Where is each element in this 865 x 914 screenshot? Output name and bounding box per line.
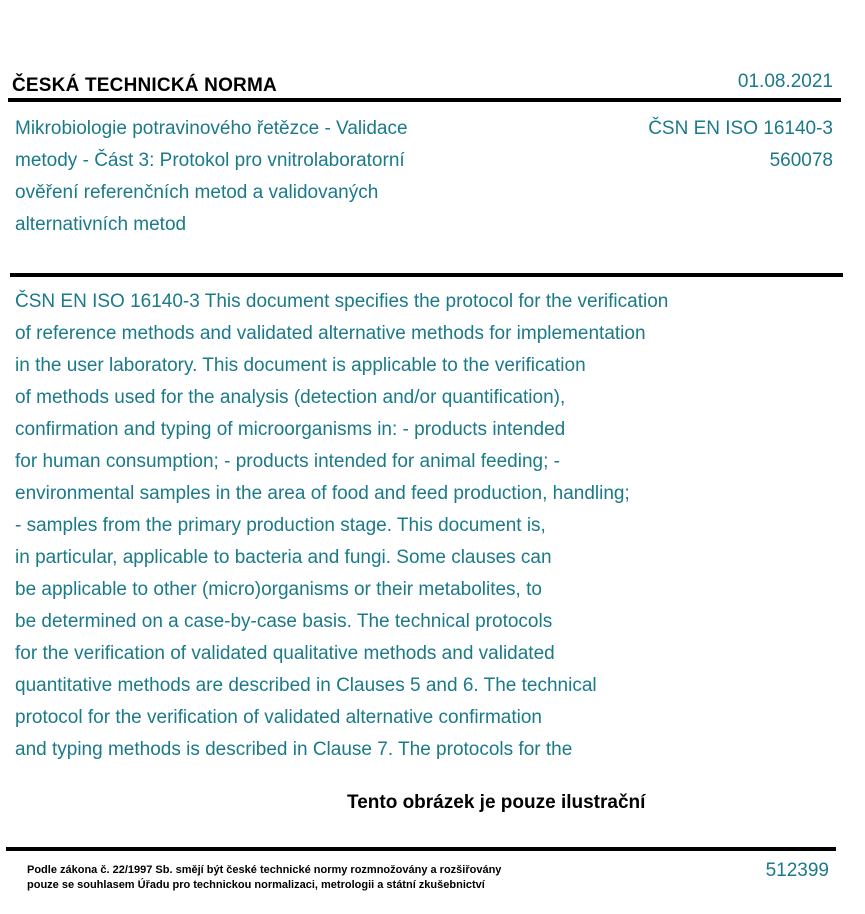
- abstract-line: for human consumption; - products intended for animal feeding; -: [15, 451, 560, 472]
- standard-title-line: Mikrobiologie potravinového řetězce - Validace: [15, 118, 408, 139]
- document-number: 512399: [765, 860, 829, 881]
- standard-code: ČSN EN ISO 16140-3: [648, 118, 833, 139]
- abstract-line: quantitative methods are described in Clauses 5 and 6. The technical: [15, 675, 597, 696]
- header-divider: [8, 98, 841, 102]
- standard-title-line: alternativních metod: [15, 214, 187, 235]
- abstract-line: be applicable to other (micro)organisms or their metabolites, to: [15, 579, 542, 600]
- title-divider: [10, 273, 843, 277]
- standard-identifiers: [648, 113, 833, 177]
- abstract-line: of methods used for the analysis (detection and/or quantification),: [15, 387, 566, 408]
- standard-title-line: metody - Část 3: Protokol pro vnitrolaboratorní: [15, 150, 405, 171]
- publication-date: 01.08.2021: [737, 71, 833, 92]
- abstract-line: be determined on a case-by-case basis. The technical protocols: [15, 611, 553, 632]
- abstract-line: in particular, applicable to bacteria and fungi. Some clauses can: [15, 547, 552, 568]
- abstract-line: environmental samples in the area of food and feed production, handling;: [15, 483, 630, 504]
- abstract-line: confirmation and typing of microorganisms in: - products intended: [15, 419, 566, 440]
- abstract-line: ČSN EN ISO 16140-3 This document specifies the protocol for the verification: [15, 291, 669, 312]
- abstract-line: and typing methods is described in Clause 7. The protocols for the: [15, 739, 573, 760]
- abstract-line: for the verification of validated qualitative methods and validated: [15, 643, 555, 664]
- standard-title: [15, 113, 485, 241]
- abstract-line: of reference methods and validated alternative methods for implementation: [15, 323, 646, 344]
- abstract-line: in the user laboratory. This document is applicable to the verification: [15, 355, 586, 376]
- legal-notice-line: pouze se souhlasem Úřadu pro technickou normalizaci, metrologii a státní zkušebnictví: [27, 879, 485, 891]
- illustration-notice: Tento obrázek je pouze ilustrační: [347, 792, 646, 813]
- footer-divider: [6, 847, 836, 851]
- legal-notice: [27, 863, 647, 893]
- page-title: ČESKÁ TECHNICKÁ NORMA: [12, 75, 277, 96]
- abstract-line: - samples from the primary production stage. This document is,: [15, 515, 546, 536]
- catalog-number: 560078: [769, 150, 833, 171]
- legal-notice-line: Podle zákona č. 22/1997 Sb. smějí být české technické normy rozmnožovány a rozšiřovány: [27, 864, 502, 876]
- abstract-line: protocol for the verification of validated alternative confirmation: [15, 707, 542, 728]
- abstract-text: [15, 286, 785, 766]
- standard-title-line: ověření referenčních metod a validovaných: [15, 182, 379, 203]
